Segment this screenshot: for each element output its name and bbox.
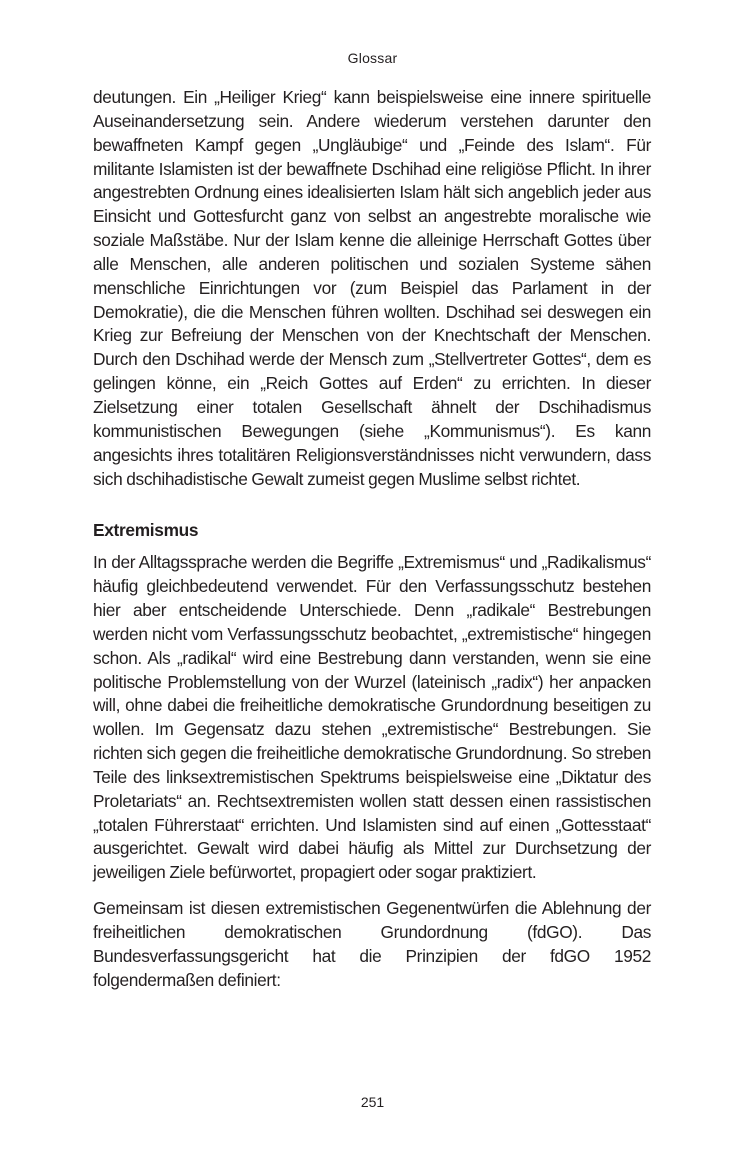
paragraph-dschihad-continued: deutungen. Ein „Heiliger Krieg“ kann beispielsweise eine innere spirituelle Auseinandersetzung sein. Andere wiederum verstehen darunter den bewaffneten Kampf gegen „Ungläubige“ und „Feinde des Islam“. Für militante Islamisten ist der bewaffnete Dschihad eine religiöse Pflicht. In ihrer angestrebten Ordnung eines idealisierten Islam hält sich angeblich jeder aus Einsicht und Gottesfurcht ganz von selbst an angestrebte moralische wie soziale Maßstäbe. Nur der Islam kenne die alleinige Herrschaft Gottes über alle Menschen, alle anderen politischen und sozialen Systeme sähen menschliche Einrichtungen vor (zum Beispiel das Parlament in der Demokratie), die die Menschen führen wollten. Dschihad sei deswegen ein Krieg zur Befreiung der Menschen von der Knechtschaft der Menschen. Durch den Dschihad werde der Mensch zum „Stellvertreter Gottes“, dem es gelingen könne, ein „Reich Gottes auf Erden“ zu errichten. In dieser Zielsetzung einer totalen Gesellschaft ähnelt der Dschihadismus kommunistischen Bewegungen (siehe „Kommunismus“). Es kann angesichts ihres totalitären Religionsverständnisses nicht verwundern, dass sich dschihadistische Gewalt zumeist gegen Muslime selbst richtet.	[93, 87, 651, 489]
page-body	[93, 86, 651, 993]
running-header: Glossar	[347, 50, 398, 66]
paragraph-fdgo: Gemeinsam ist diesen extremistischen Gegenentwürfen die Ablehnung der freiheitlichen demokratischen Grundordnung (fdGO). Das Bundesverfassungsgericht hat die Prinzipien der fdGO 1952 folgendermaßen definiert:	[93, 898, 651, 990]
page-number: 251	[360, 1094, 385, 1110]
section-heading-extremismus: Extremismus	[93, 520, 199, 541]
paragraph-extremismus-definition: In der Alltagssprache werden die Begriffe „Extremismus“ und „Radikalismus“ häufig gleichbedeutend verwendet. Für den Verfassungsschutz bestehen hier aber entscheidende Unterschiede. Denn „radikale“ Bestrebungen werden nicht vom Verfassungsschutz beobachtet, „extremistische“ hingegen schon. Als „radikal“ wird eine Bestrebung dann verstanden, wenn sie eine politische Problemstellung von der Wurzel (lateinisch „radix“) her anpacken will, ohne dabei die freiheitliche demokratische Grundordnung beseitigen zu wollen. Im Gegensatz dazu stehen „extremistische“ Bestrebungen. Sie richten sich gegen die freiheitliche demokratische Grundordnung. So streben Teile des linksextremistischen Spektrums beispielsweise eine „Diktatur des Proletariats“ an. Rechtsextremisten wollen statt dessen einen rassistischen „totalen Führerstaat“ errichten. Und Islamisten sind auf einen „Gottesstaat“ ausgerichtet. Gewalt wird dabei häufig als Mittel zur Durchsetzung der jeweiligen Ziele befürwortet, propagiert oder sogar praktiziert.	[93, 552, 651, 883]
